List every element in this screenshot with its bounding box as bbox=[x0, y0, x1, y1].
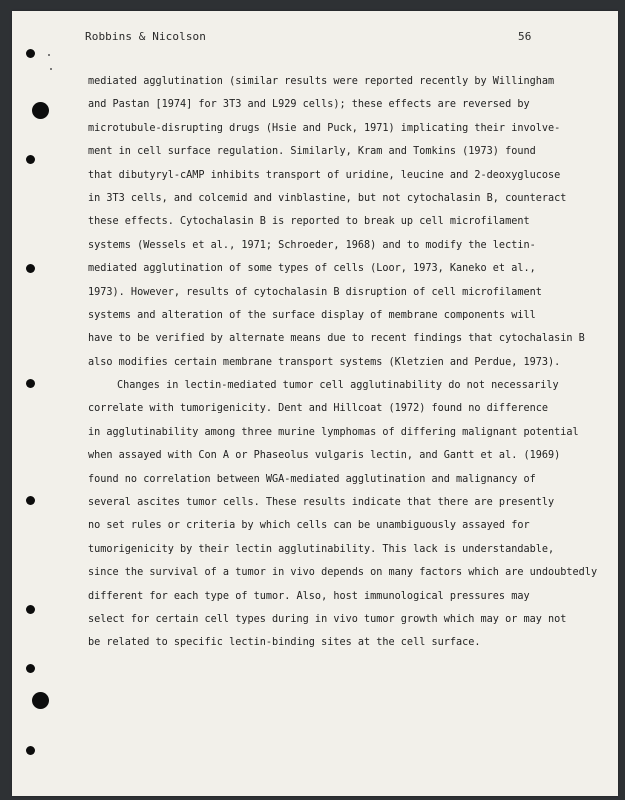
punch-hole bbox=[26, 379, 35, 388]
text-line: several ascites tumor cells. These results indicate that there are presently bbox=[88, 497, 555, 509]
text-line: correlate with tumorigenicity. Dent and Hillcoat (1972) found no difference bbox=[88, 403, 549, 415]
text-line: that dibutyryl-cAMP inhibits transport of uridine, leucine and 2-deoxyglucose bbox=[88, 169, 561, 181]
text-line: mediated agglutination of some types of cells (Loor, 1973, Kaneko et al., bbox=[88, 263, 536, 275]
text-line: systems and alteration of the surface display of membrane components will bbox=[88, 309, 536, 321]
punch-hole bbox=[26, 155, 35, 164]
text-line: in agglutinability among three murine lymphomas of differing malignant potential bbox=[88, 426, 579, 438]
text-line: select for certain cell types during in vivo tumor growth which may or may not bbox=[88, 613, 567, 625]
paper-speck bbox=[50, 68, 52, 70]
punch-hole bbox=[26, 664, 35, 673]
text-line: be related to specific lectin-binding sites at the cell surface. bbox=[88, 637, 481, 649]
text-line: have to be verified by alternate means due to recent findings that cytochalasin B bbox=[88, 333, 585, 345]
text-line: ment in cell surface regulation. Similarly, Kram and Tomkins (1973) found bbox=[88, 146, 536, 158]
text-line: microtubule-disrupting drugs (Hsie and Puck, 1971) implicating their involve- bbox=[88, 122, 561, 134]
punch-hole bbox=[32, 102, 49, 119]
paper-speck bbox=[48, 54, 50, 56]
punch-hole bbox=[26, 264, 35, 273]
text-line: mediated agglutination (similar results were reported recently by Willingham bbox=[88, 76, 555, 87]
text-line: when assayed with Con A or Phaseolus vulgaris lectin, and Gantt et al. (1969) bbox=[88, 450, 561, 462]
body-text bbox=[88, 70, 598, 655]
document-page bbox=[12, 11, 618, 796]
text-line: tumorigenicity by their lectin agglutinability. This lack is understandable, bbox=[88, 543, 555, 555]
text-line: and Pastan [1974] for 3T3 and L929 cells); these effects are reversed by bbox=[88, 99, 530, 111]
text-line: in 3T3 cells, and colcemid and vinblastine, but not cytochalasin B, counteract bbox=[88, 192, 567, 204]
punch-hole bbox=[26, 746, 35, 755]
page-number: 56 bbox=[518, 30, 532, 43]
punch-hole bbox=[26, 496, 35, 505]
text-line: also modifies certain membrane transport systems (Kletzien and Perdue, 1973). bbox=[88, 356, 561, 368]
text-line: systems (Wessels et al., 1971; Schroeder, 1968) and to modify the lectin- bbox=[88, 239, 536, 251]
running-header-authors: Robbins & Nicolson bbox=[85, 30, 207, 43]
text-line: Changes in lectin-mediated tumor cell agglutinability do not necessarily bbox=[117, 380, 559, 392]
punch-hole bbox=[26, 49, 35, 58]
text-line: different for each type of tumor. Also, host immunological pressures may bbox=[88, 590, 530, 602]
text-line: found no correlation between WGA-mediated agglutination and malignancy of bbox=[88, 473, 536, 485]
text-line: these effects. Cytochalasin B is reported to break up cell microfilament bbox=[88, 216, 530, 228]
text-line: no set rules or criteria by which cells can be unambiguously assayed for bbox=[88, 520, 530, 532]
text-line: since the survival of a tumor in vivo depends on many factors which are undoubtedly bbox=[88, 567, 598, 579]
punch-hole bbox=[26, 605, 35, 614]
punch-hole bbox=[32, 692, 49, 709]
text-line: 1973). However, results of cytochalasin B disruption of cell microfilament bbox=[88, 286, 542, 298]
